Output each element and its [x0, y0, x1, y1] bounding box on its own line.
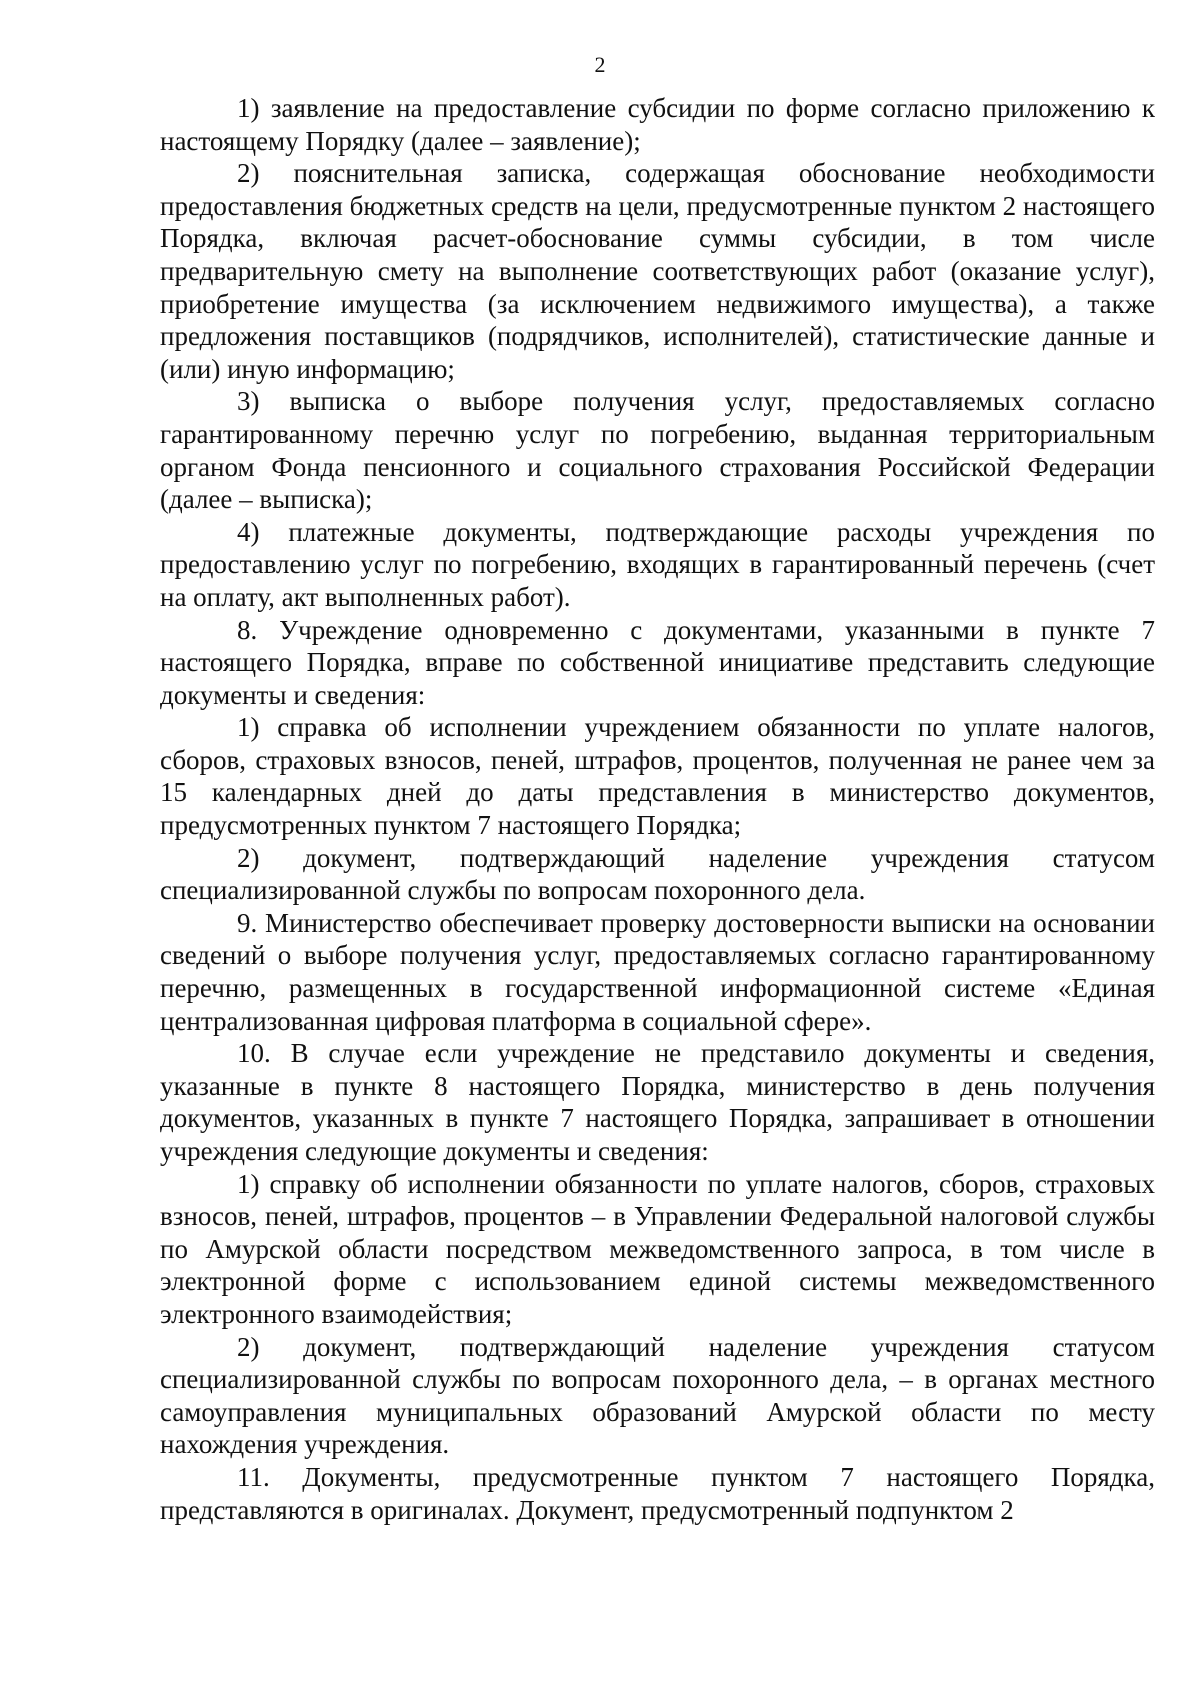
- paragraph-item-1-application: 1) заявление на предоставление субсидии по форме согласно приложению к настоящему Порядку (далее – заявление);: [160, 93, 1155, 156]
- paragraph-clause-10-item-2: 2) документ, подтверждающий наделение учреждения статусом специализированной службы по вопросам похоронного дела, – в органах местного самоуправления муниципальных образований Амурской области по месту нахождения учреждения.: [160, 1331, 1155, 1460]
- paragraph-item-2-explanatory-note: 2) пояснительная записка, содержащая обоснование необходимости предоставления бюджетных средств на цели, предусмотренные пунктом 2 настоящего Порядка, включая расчет-обоснование суммы субсидии, в том числе предварительную смету на выполнение соответствующих работ (оказание услуг), приобретение имущества (за исключением недвижимого имущества), а также предложения поставщиков (подрядчиков, исполнителей), статистические данные и (или) иную информацию;: [160, 158, 1155, 384]
- paragraph-clause-8-item-1: 1) справка об исполнении учреждением обязанности по уплате налогов, сборов, страховых взносов, пеней, штрафов, процентов, полученная не ранее чем за 15 календарных дней до даты представления в министерство документов, предусмотренных пунктом 7 настоящего Порядка;: [160, 712, 1155, 841]
- paragraph-clause-11: 11. Документы, предусмотренные пунктом 7 настоящего Порядка, представляются в оригиналах. Документ, предусмотренный подпунктом 2: [160, 1461, 1155, 1525]
- paragraph-item-4-payment-documents: 4) платежные документы, подтверждающие расходы учреждения по предоставлению услуг по погребению, входящих в гарантированный перечень (счет на оплату, акт выполненных работ).: [160, 516, 1155, 612]
- paragraph-item-3-extract: 3) выписка о выборе получения услуг, предоставляемых согласно гарантированному перечню услуг по погребению, выданная территориальным органом Фонда пенсионного и социального страхования Российской Федерации (далее – выписка);: [160, 386, 1155, 515]
- page-number: 2: [594, 52, 606, 77]
- paragraph-clause-8-item-2: 2) документ, подтверждающий наделение учреждения статусом специализированной службы по вопросам похоронного дела.: [160, 842, 1155, 906]
- paragraph-clause-10: 10. В случае если учреждение не представило документы и сведения, указанные в пункте 8 настоящего Порядка, министерство в день получения документов, указанных в пункте 7 настоящего Порядка, запрашивает в отношении учреждения следующие документы и сведения:: [160, 1038, 1155, 1166]
- paragraph-clause-10-item-1: 1) справку об исполнении обязанности по уплате налогов, сборов, страховых взносов, пеней, штрафов, процентов – в Управлении Федеральной налоговой службы по Амурской области посредством межведомственного запроса, в том числе в электронной форме с использованием единой системы межведомственного электронного взаимодействия;: [160, 1168, 1155, 1329]
- paragraph-clause-9: 9. Министерство обеспечивает проверку достоверности выписки на основании сведений о выборе получения услуг, предоставляемых согласно гарантированному перечню, размещенных в государственной информационной системе «Единая централизованная цифровая платформа в социальной сфере».: [160, 907, 1155, 1036]
- paragraph-clause-8: 8. Учреждение одновременно с документами, указанными в пункте 7 настоящего Порядка, вправе по собственной инициативе представить следующие документы и сведения:: [160, 614, 1155, 710]
- document-body: [160, 92, 1155, 1526]
